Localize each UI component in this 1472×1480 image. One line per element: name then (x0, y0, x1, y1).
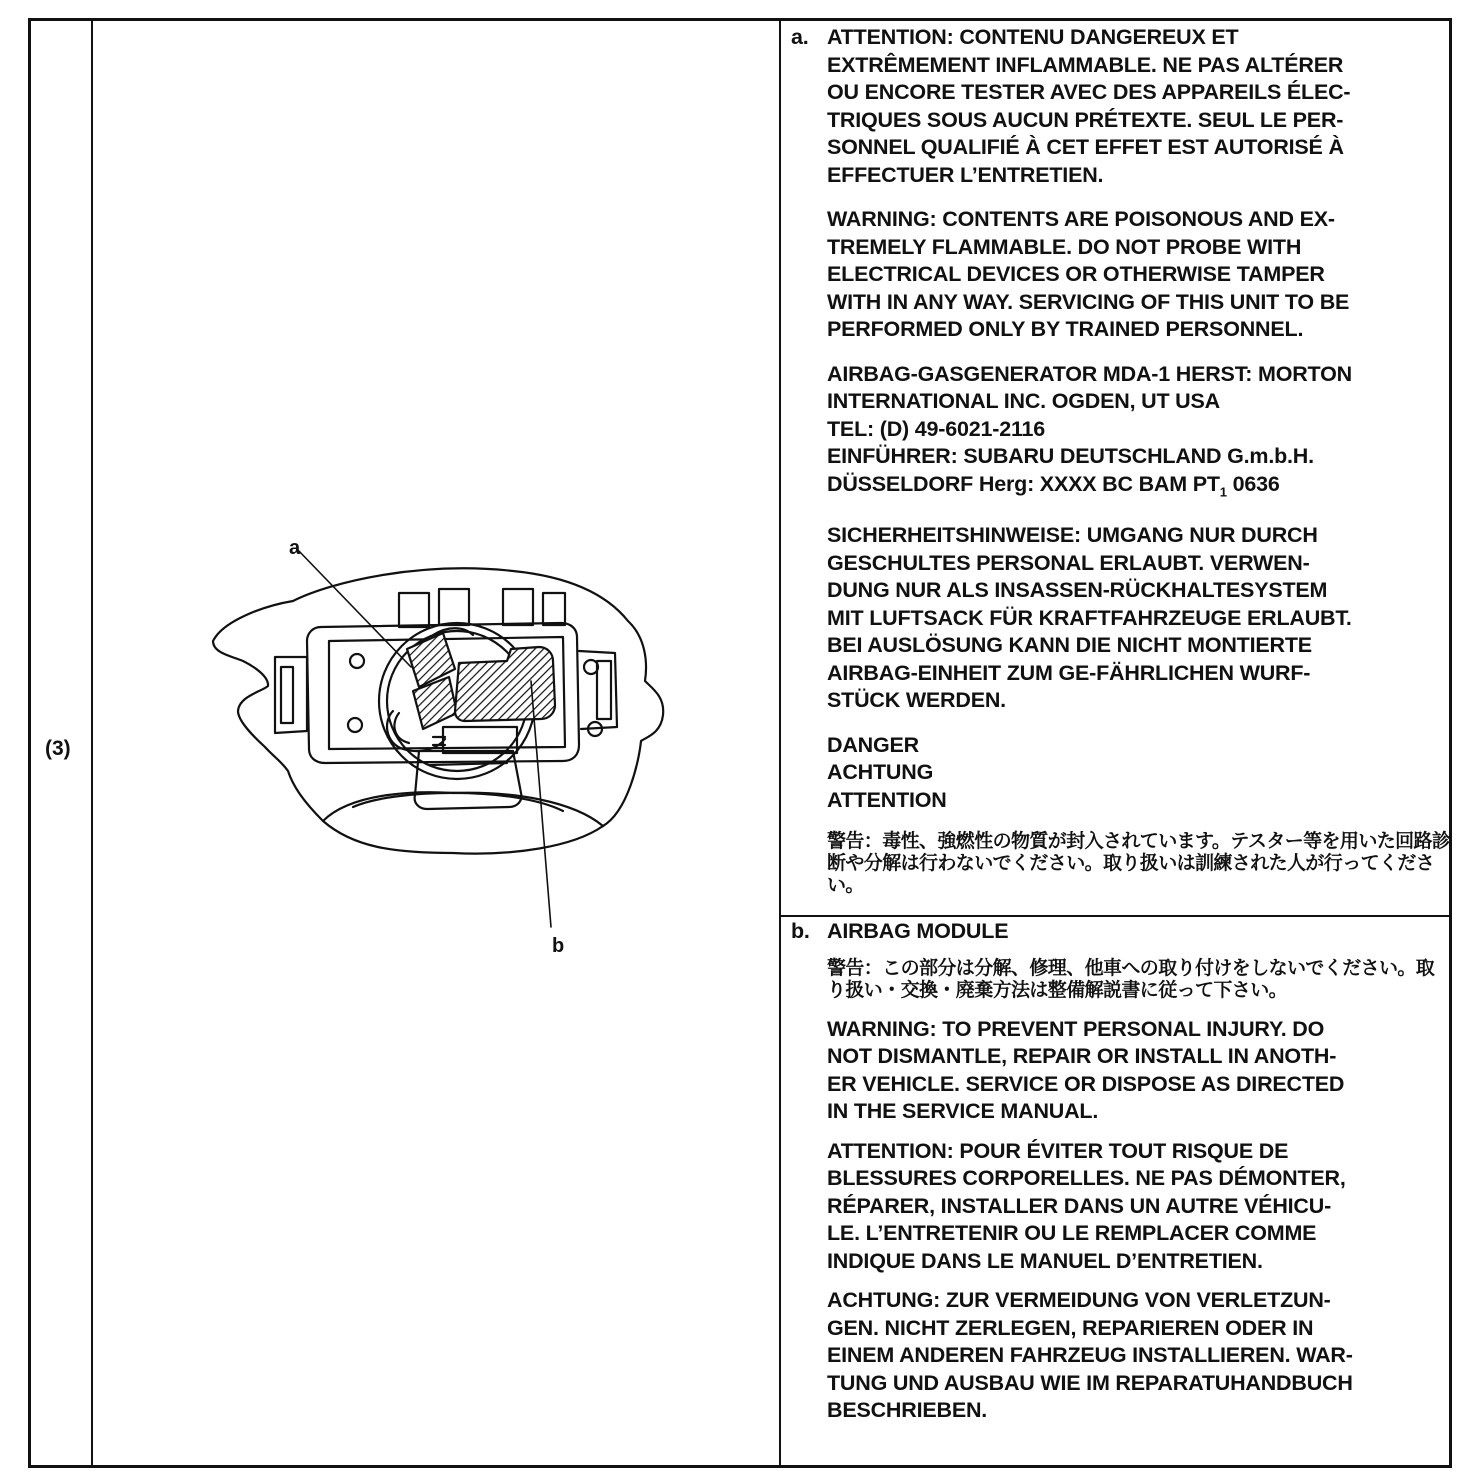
label-table (28, 18, 1452, 1468)
japanese-warning: 警告：毒性、強燃性の物質が封入されています。テスター等を用いた回路診断や分解は行わないでください。取り扱いは訓練された人が行ってください。 (827, 831, 1451, 897)
manufacturer-info: AIRBAG-GASGENERATOR MDA-1 HERST: MORTON INTERNATIONAL INC. OGDEN, UT USA TEL: (D) 49-6021-2116 EINFÜHRER: SUBARU DEUTSCHLAND G.m.b.H. (827, 361, 1352, 468)
item-letter-a: a. (791, 25, 809, 49)
callout-b: b (552, 935, 565, 957)
item-letter-b: b. (791, 919, 810, 943)
german-module-warning: ACHTUNG: ZUR VERMEIDUNG VON VERLETZUN- GEN. NICHT ZERLEGEN, REPARIEREN ODER IN EINEM ANDEREN FAHRZEUG INSTALLIEREN. WAR- TUNG UND AUSBAU WIE IM REPARATUHANDBUCH BESCHRIEBEN. (827, 1288, 1353, 1422)
section-b-title: AIRBAG MODULE (827, 919, 1009, 943)
callout-a: a (289, 537, 301, 559)
airbag-module-drawing (93, 21, 779, 1465)
french-module-warning: ATTENTION: POUR ÉVITER TOUT RISQUE DE BLESSURES CORPORELLES. NE PAS DÉMONTER, RÉPARER, INSTALLER DANS UN AUTRE VÉHICU- LE. L’ENTRETENIR OU LE REMPLACER COMME INDIQUE DANS LE MANUEL D’ENTRETIEN. (827, 1138, 1346, 1273)
english-module-warning: WARNING: TO PREVENT PERSONAL INJURY. DO NOT DISMANTLE, REPAIR OR INSTALL IN ANOTH- ER VEHICLE. SERVICE OR DISPOSE AS DIRECTED IN THE SERVICE MANUAL. (827, 1016, 1345, 1123)
french-warning: ATTENTION: CONTENU DANGEREUX ET EXTRÊMEMENT INFLAMMABLE. NE PAS ALTÉRER OU ENCORE TESTER AVEC DES APPAREILS ÉLEC- TRIQUES SOUS AUCUN PRÉTEXTE. SEUL LE PER- SONNEL QUALIFIÉ À CET EFFET EST AUTORISÉ À EFFECTUER L’ENTRETIEN. (827, 25, 1351, 187)
importer-line: DÜSSELDORF Herg: XXXX BC BAM $PT_1$ 0636 (827, 471, 1280, 499)
label-b-text (781, 918, 1451, 1437)
japanese-module-warning: 警告：この部分は分解、修理、他車への取り付けをしないでください。取り扱い・交換・廃棄方法は整備解説書に従って下さい。 (827, 957, 1435, 1001)
danger-headings: DANGER ACHTUNG ATTENTION (827, 732, 947, 812)
airbag-module-illustration (93, 21, 779, 1465)
german-safety-note: SICHERHEITSHINWEISE: UMGANG NUR DURCH GESCHULTES PERSONAL ERLAUBT. VERWEN- DUNG NUR ALS INSASSEN-RÜCKHALTESYSTEM MIT LUFTSACK FÜR KRAFTFAHRZEUGE ERLAUBT. BEI AUSLÖSUNG KANN DIE NICHT MONTIERTE AIRBAG-EINHEIT ZUM GE-FÄHRLICHEN WURF- STÜCK WERDEN. (827, 523, 1352, 713)
english-warning: WARNING: CONTENTS ARE POISONOUS AND EX- TREMELY FLAMMABLE. DO NOT PROBE WITH ELECTRICAL DEVICES OR OTHERWISE TAMPER WITH IN ANY WAY. SERVICING OF THIS UNIT TO BE PERFORMED ONLY BY TRAINED PERSONNEL. (827, 207, 1350, 341)
step-number: (3) (45, 737, 71, 760)
row-divider (779, 915, 1449, 917)
label-a-text (781, 24, 1451, 911)
